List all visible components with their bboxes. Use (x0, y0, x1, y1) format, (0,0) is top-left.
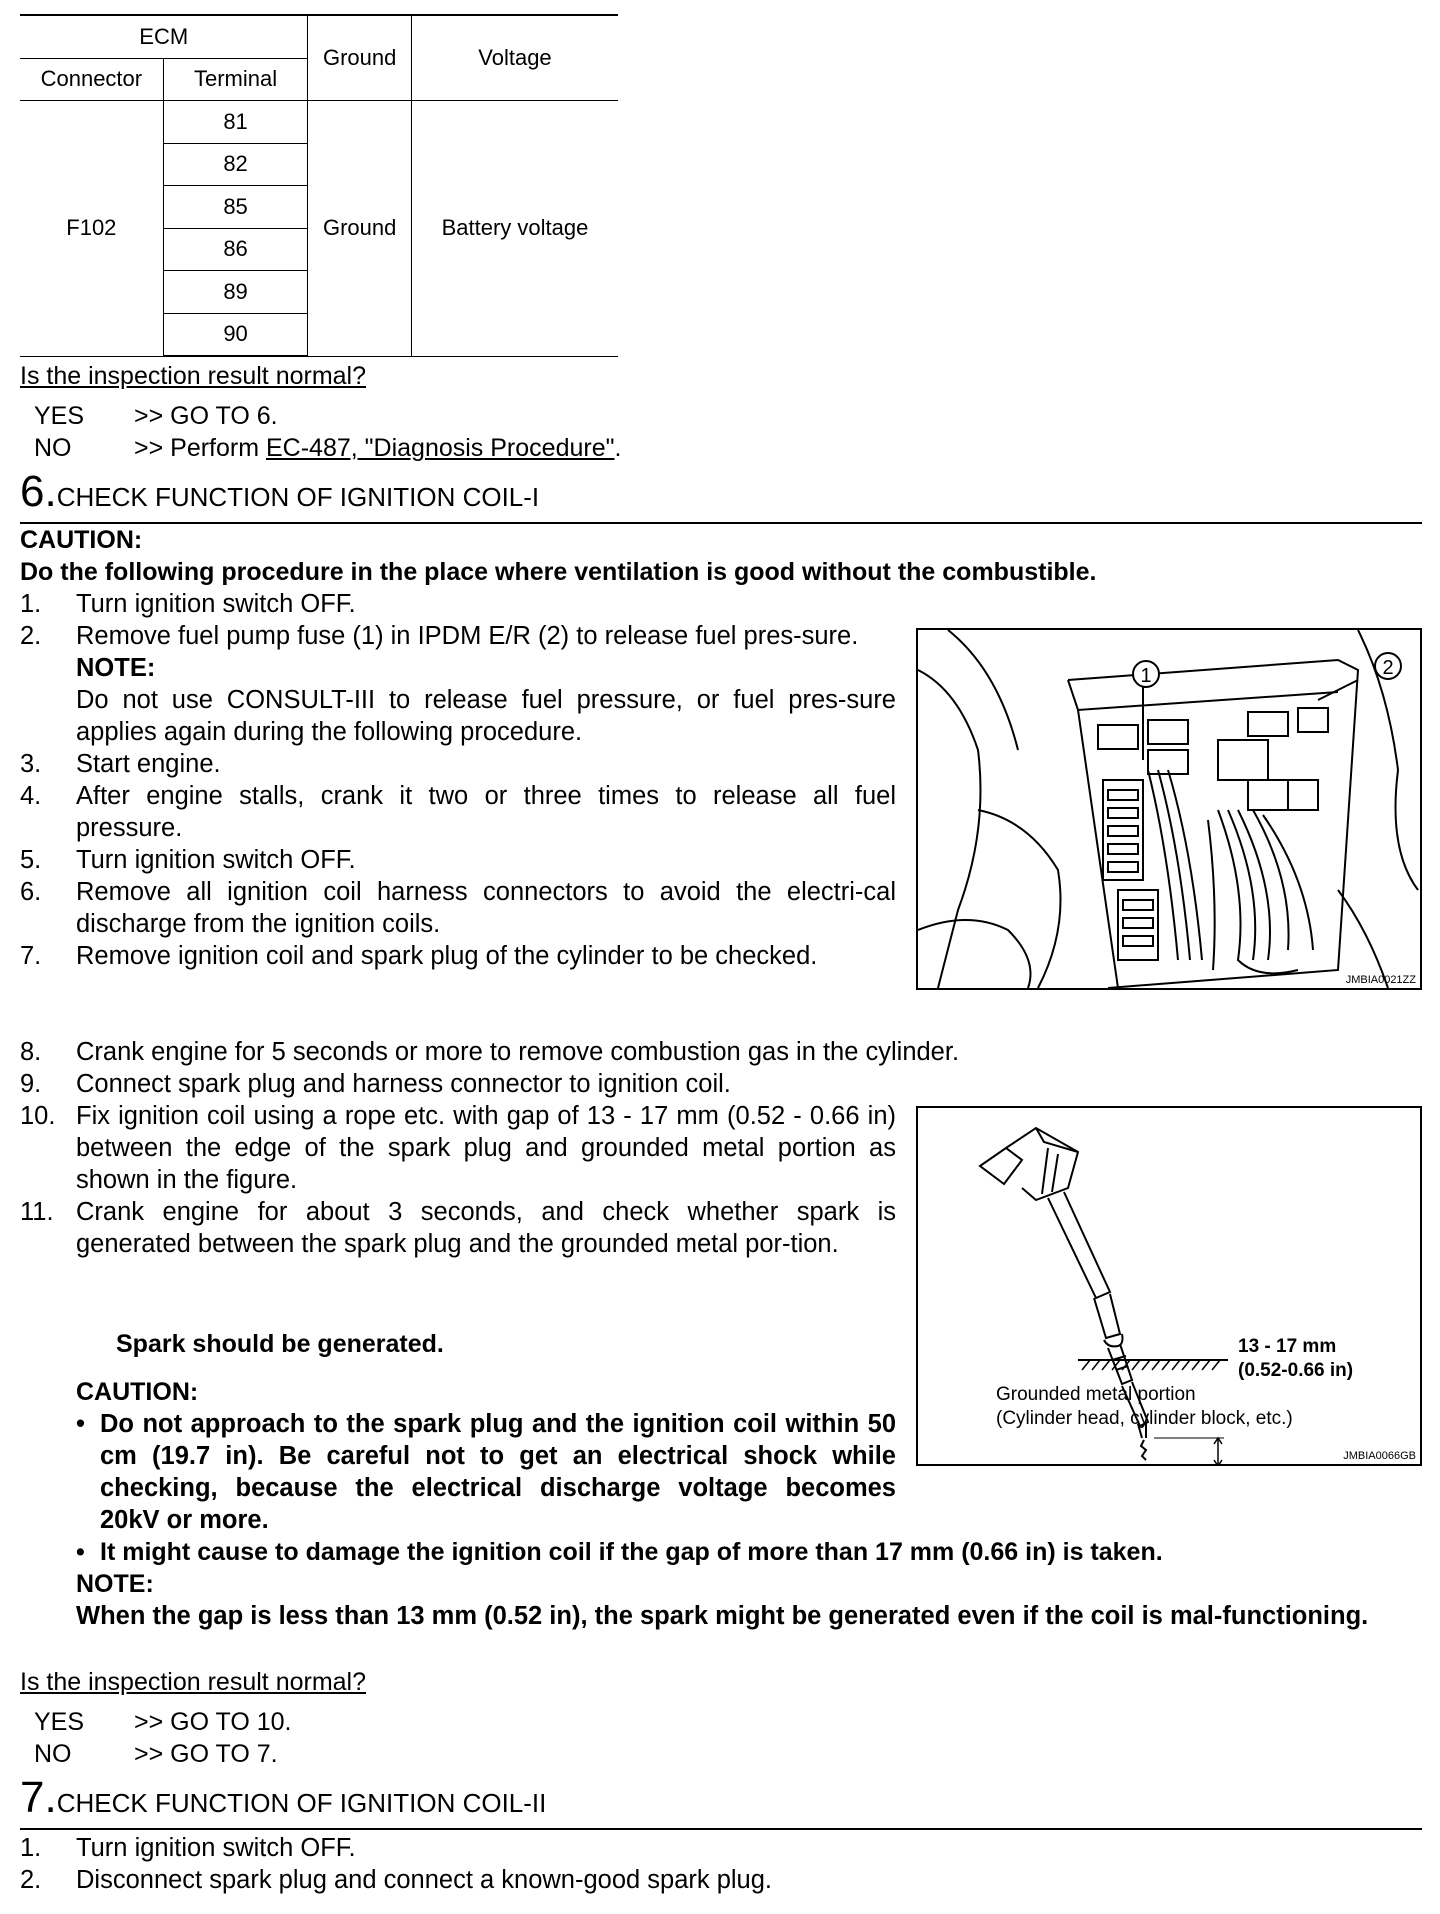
step6-list-wide (20, 1036, 1422, 1100)
note-block (20, 652, 896, 748)
ecm-header: ECM (20, 15, 308, 58)
no-action: >> Perform EC-487, "Diagnosis Procedure". (134, 434, 622, 462)
spec-text: Spark should be generated. (116, 1330, 444, 1358)
yes-action: >> GO TO 10. (134, 1708, 292, 1736)
figure-code: JMBIA0021ZZ (1345, 974, 1416, 986)
figure-code: JMBIA0066GB (1343, 1450, 1416, 1462)
gap-mm: 13 - 17 mm (1238, 1336, 1337, 1357)
step7-list (20, 1832, 1422, 1896)
ground-hatch (1078, 1358, 1228, 1372)
connector-header: Connector (20, 58, 163, 101)
list-item: 4. After engine stalls, crank it two or three times to release all fuel pressure. (20, 782, 896, 842)
list-item: 9. Connect spark plug and harness connector to ignition coil. (20, 1070, 731, 1098)
note-label: NOTE: (76, 654, 156, 682)
terminal-header: Terminal (163, 58, 308, 101)
ecm-terminal-table (20, 14, 618, 357)
list-item: 2. Remove fuel pump fuse (1) in IPDM E/R (2) to release fuel pres-sure. (20, 622, 859, 650)
list-item: 5. Turn ignition switch OFF. (20, 846, 356, 874)
ground-label: Grounded metal portion (996, 1384, 1196, 1405)
caution-text: Do the following procedure in the place where ventilation is good without the combustible. (20, 558, 1097, 586)
no-label: NO (34, 1740, 72, 1768)
list-item: 6. Remove all ignition coil harness connectors to avoid the electri-cal discharge from the ignition coils. (20, 878, 896, 938)
step6-list (20, 588, 896, 972)
list-item: 1. Turn ignition switch OFF. (20, 1834, 356, 1862)
yes-label: YES (34, 402, 85, 430)
terminal-cell: 90 (163, 313, 308, 356)
terminal-cell: 82 (163, 143, 308, 186)
list-item: 7. Remove ignition coil and spark plug of the cylinder to be checked. (20, 942, 818, 970)
caution2-label: CAUTION: (76, 1378, 199, 1406)
ground-cell: Ground (308, 101, 412, 357)
ground-sub: (Cylinder head, cylinder block, etc.) (996, 1408, 1293, 1429)
callout-2: 2 (1382, 657, 1394, 679)
step6-heading (20, 467, 540, 516)
terminal-cell: 89 (163, 271, 308, 314)
spark-gap-figure (916, 1106, 1422, 1466)
yes-label: YES (34, 1708, 85, 1736)
list-item: 3. Start engine. (20, 750, 221, 778)
no-label: NO (34, 434, 72, 462)
list-item: 11. Crank engine for about 3 seconds, and check whether spark is generated between the spark plug and the grounded metal por-tion. (20, 1198, 896, 1258)
bullet-icon: • (76, 1410, 85, 1438)
ipdm-figure (916, 628, 1422, 990)
inspection-question: Is the inspection result normal? (20, 1668, 367, 1696)
terminal-cell: 86 (163, 228, 308, 271)
note2-label: NOTE: (76, 1570, 154, 1598)
terminal-cell: 81 (163, 101, 308, 144)
terminal-cell: 85 (163, 186, 308, 229)
gap-in: (0.52-0.66 in) (1238, 1360, 1354, 1381)
list-item: 2. Disconnect spark plug and connect a known-good spark plug. (20, 1866, 773, 1894)
no-action: >> GO TO 7. (134, 1740, 278, 1768)
inspection-question: Is the inspection result normal? (20, 362, 367, 390)
list-item: 1. Turn ignition switch OFF. (20, 590, 356, 618)
note2-text: When the gap is less than 13 mm (0.52 in), the spark might be generated even if the coil is mal-functioning. (76, 1602, 1369, 1630)
yes-action: >> GO TO 6. (134, 402, 278, 430)
step7-title: CHECK FUNCTION OF IGNITION COIL-II (56, 1788, 547, 1818)
voltage-cell: Battery voltage (411, 101, 618, 357)
bullet-icon: • (76, 1538, 85, 1566)
list-item: 10. Fix ignition coil using a rope etc. with gap of 13 - 17 mm (0.52 - 0.66 in) between the edge of the spark plug and grounded metal portion as shown in the figure. (20, 1102, 896, 1194)
step7-number: 7. (20, 1773, 57, 1822)
callout-1: 1 (1140, 665, 1152, 687)
list-item: 8. Crank engine for 5 seconds or more to remove combustion gas in the cylinder. (20, 1038, 960, 1066)
caution-bullet: • Do not approach to the spark plug and the ignition coil within 50 cm (19.7 in). Be careful not to get an electrical shock while checking, because the electrical discharge voltage becomes 20kV or more. (76, 1410, 896, 1534)
ground-header: Ground (308, 15, 412, 101)
note-text: Do not use CONSULT-III to release fuel pressure, or fuel pres-sure applies again during the following procedure. (76, 686, 896, 746)
ipdm-illustration (918, 630, 1420, 988)
step6-list-lower (20, 1100, 896, 1260)
step6-title: CHECK FUNCTION OF IGNITION COIL-I (56, 482, 540, 512)
voltage-header: Voltage (411, 15, 618, 101)
divider (20, 522, 1422, 524)
caution-label: CAUTION: (20, 526, 143, 554)
connector-cell: F102 (20, 101, 163, 357)
divider (20, 1828, 1422, 1830)
caution-bullet: • It might cause to damage the ignition coil if the gap of more than 17 mm (0.66 in) is taken. (76, 1538, 1163, 1566)
step7-heading (20, 1773, 547, 1822)
diagnosis-procedure-link[interactable]: EC-487, "Diagnosis Procedure" (266, 434, 615, 462)
step6-number: 6. (20, 467, 57, 516)
